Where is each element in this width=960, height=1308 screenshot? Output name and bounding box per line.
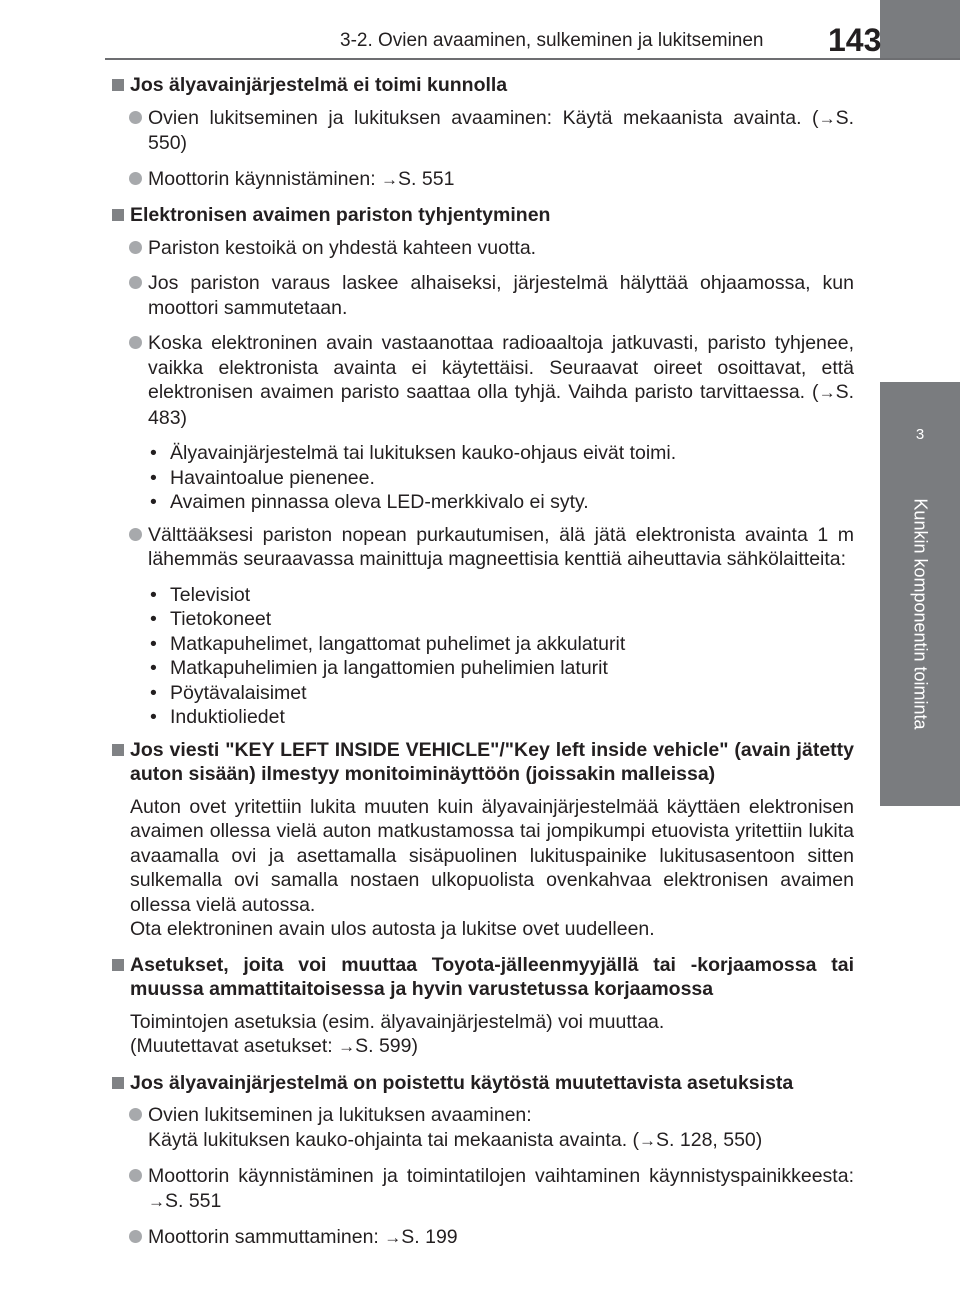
section-square-icon [112,209,124,221]
page-number: 143 [828,22,882,58]
section-square-icon [112,1077,124,1089]
arrow-right-icon: → [818,108,836,128]
header-title: 3-2. Ovien avaaminen, sulkeminen ja lukitseminen [340,30,764,51]
paragraph: Toimintojen asetuksia (esim. älyavainjärjestelmä) voi muuttaa. (Muutettavat asetukset: →S. 599) [130,1010,665,1057]
header-divider [105,58,960,60]
bullet-item: Ovien lukitseminen ja lukituksen avaaminen: Käytä mekaanista avainta. (→S. 550) [110,106,854,156]
bullet-dot-icon [129,172,142,185]
bullet-item: Pariston kestoikä on yhdestä kahteen vuotta. [110,236,854,261]
list-item: • Matkapuhelimien ja langattomien puhelimien laturit [150,657,608,679]
chapter-number: 3 [915,426,925,443]
bullet-item: Moottorin käynnistäminen ja toimintatilojen vaihtaminen käynnistyspainikkeesta: →S. 551 [110,1164,854,1214]
arrow-right-icon: → [818,383,836,402]
list-item: • Matkapuhelimet, langattomat puhelimet ja akkulaturit [150,632,626,655]
arrow-right-icon: → [639,1130,657,1150]
list-item: • Avaimen pinnassa oleva LED-merkkivalo ei syty. [150,491,589,513]
bullet-dot-icon [129,111,142,124]
list-item: • Tietokoneet [150,608,272,630]
page-reference[interactable]: S. 551 [398,167,455,190]
list-item: • Televisiot [150,583,251,606]
list-item: • Älyavainjärjestelmä tai lukituksen kauko-ohjaus eivät toimi. [150,442,677,464]
paragraph: Auton ovet yritettiin lukita muuten kuin älyavainjärjestelmää käyttäen elektronisen avaimen ollessa vielä auton matkustamossa tai jompikumpi etuovista yritettiin lukita avaamalla ovi ja asettamalla sisäpuolinen lukituspainike lukitusasentoon sitten sulkemalla ovi samalla nostaen ulkopuolista ovenkahvaa elektronisen avaimen ollessa vielä autossa. Ota elektroninen avain ulos autosta ja lukitse ovet uudelleen. [130,795,854,940]
bullet-item: Koska elektroninen avain vastaanottaa radioaaltoja jatkuvasti, paristo tyhjenee, vaikka elektronista avainta ei käytettäisi. Seuraavat oireet osoittavat, että elektronisen avaimen paristo saattaa olla tyhjä. Vaihda paristo tarvittaessa. (→S. 483) [110,331,854,430]
bullet-dot-icon [129,241,142,254]
section-square-icon [112,79,124,91]
list-item: • Induktioliedet [150,706,285,728]
bullet-dot-icon [129,1169,142,1182]
page-reference[interactable]: S. 483) [148,381,854,429]
section-heading: Elektronisen avaimen pariston tyhjentyminen [110,203,854,228]
bullet-item: Välttääksesi pariston nopean purkautumisen, älä jätä elektronista avainta 1 m lähemmäs seuraavassa mainittuja magneettisia kenttiä aiheuttavia sähkölaitteita: [110,523,854,572]
bullet-dot-icon [129,528,142,541]
bullet-item: Ovien lukitseminen ja lukituksen avaaminen: Käytä lukituksen kauko-ohjainta tai mekaanista avainta. (→S. 128, 550) [110,1103,854,1153]
arrow-right-icon: → [384,1228,402,1247]
section-heading: Jos viesti "KEY LEFT INSIDE VEHICLE"/"Key left inside vehicle" (avain jätetty auton sisään) ilmestyy monitoiminäyttöön (joissakin malleissa) [110,738,854,787]
bullet-item: Moottorin sammuttaminen: →S. 199 [110,1225,854,1251]
bullet-dot-icon [129,276,142,289]
chapter-title: Kunkin komponentin toiminta [910,498,931,730]
bullet-item: Jos pariston varaus laskee alhaiseksi, järjestelmä hälyttää ohjaamossa, kun moottori sammutetaan. [110,271,854,320]
arrow-right-icon: → [381,169,399,189]
section-heading: Asetukset, joita voi muuttaa Toyota-jälleenmyyjällä tai -korjaamossa tai muussa ammattitaitoisessa ja hyvin varustetussa korjaamossa [110,953,854,1002]
section-heading: Jos älyavainjärjestelmä on poistettu käytöstä muutettavista asetuksista [110,1071,854,1096]
section-heading: Jos älyavainjärjestelmä ei toimi kunnolla [110,73,854,98]
bullet-item: Moottorin käynnistäminen: →S. 551 [110,167,854,193]
header-tab-block [880,0,960,58]
arrow-right-icon: → [338,1037,356,1056]
arrow-right-icon: → [148,1191,165,1211]
bullet-dot-icon [129,1108,142,1121]
bullet-dot-icon [129,1230,142,1243]
bullet-dot-icon [129,336,142,349]
page-reference[interactable]: S. 599) [355,1035,418,1057]
device-list [110,583,854,730]
section-square-icon [112,959,124,971]
list-item: • Pöytävalaisimet [150,681,307,704]
page-reference[interactable]: S. 128, 550) [656,1128,763,1151]
symptom-list [110,441,854,515]
page-content [110,67,854,1262]
page-reference[interactable]: S. 551 [165,1189,222,1212]
section-square-icon [112,744,124,756]
list-item: • Havaintoalue pienenee. [150,466,375,489]
page-reference[interactable]: S. 550) [148,106,854,154]
page-reference[interactable]: S. 199 [401,1226,458,1248]
